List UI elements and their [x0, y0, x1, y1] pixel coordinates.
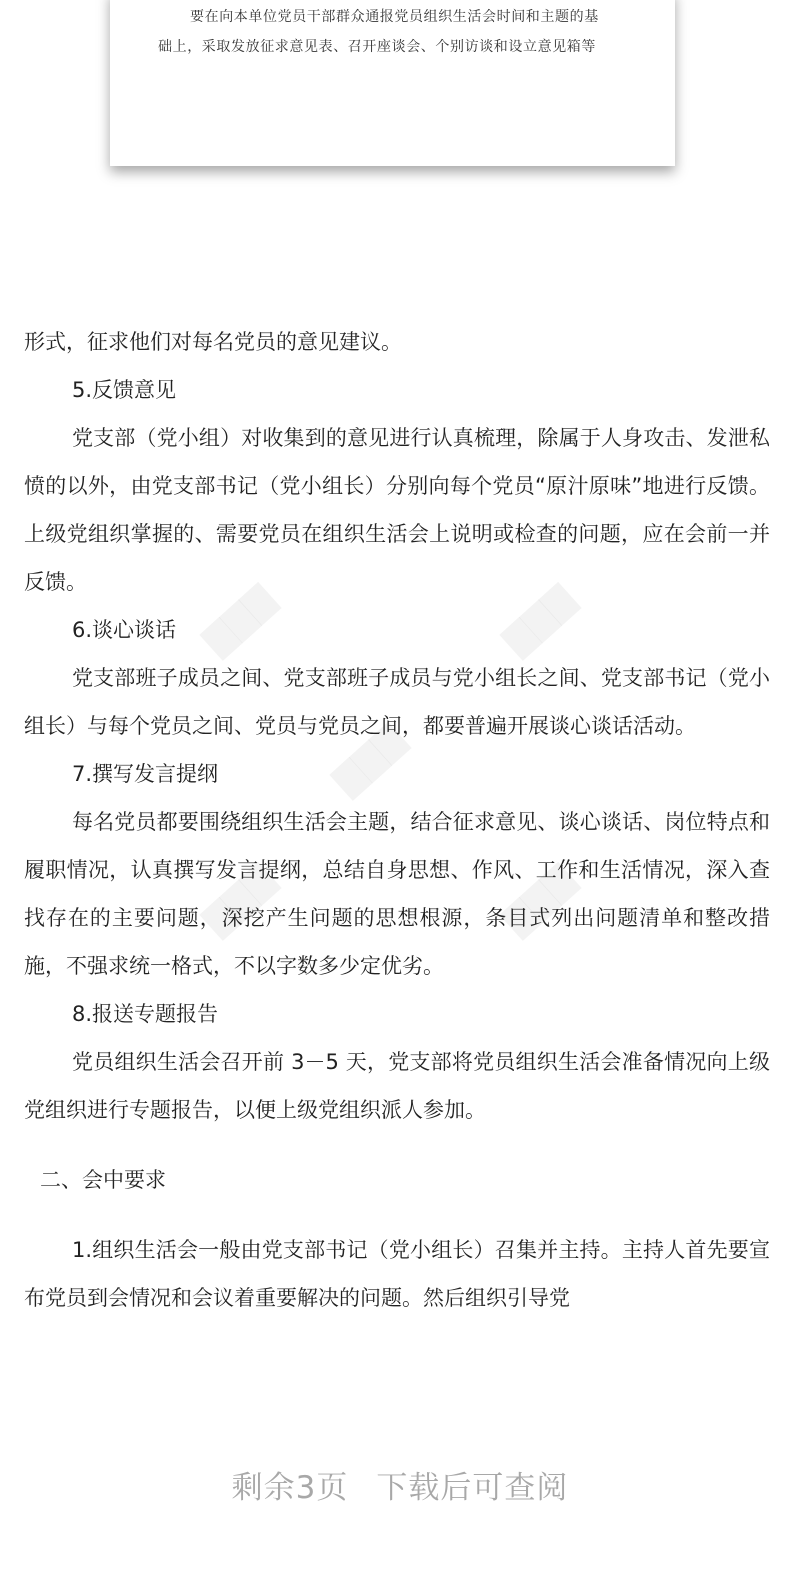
download-to-view-text: 下载后可查阅 [376, 1470, 569, 1506]
watermark: ▇▇▇ [196, 578, 282, 662]
preview-page-card [110, 0, 675, 166]
watermark: ▇▇▇ [196, 858, 282, 942]
section-title: 二、会中要求 [40, 1168, 166, 1192]
preview-line-2: 础上，采取发放征求意见表、召开座谈会、个别访谈和设立意见箱等 [158, 39, 596, 55]
download-prompt[interactable] [0, 1462, 800, 1507]
paragraph: 每名党员都要围绕组织生活会主题，结合征求意见、谈心谈话、岗位特点和履职情况，认真撰写发言提纲，总结自身思想、作风、工作和生活情况，深入查找存在的主要问题，深挖产生问题的思想根源，条目式列出问题清单和整改措施，不强求统一格式，不以字数多少定优劣。 [24, 810, 770, 978]
subheading: 8.报送专题报告 [72, 1002, 219, 1026]
subheading: 7.撰写发言提纲 [72, 762, 219, 786]
paragraph: 党支部班子成员之间、党支部班子成员与党小组长之间、党支部书记（党小组长）与每个党员之间、党员与党员之间，都要普遍开展谈心谈话活动。 [24, 666, 770, 738]
paragraph: 1.组织生活会一般由党支部书记（党小组长）召集并主持。主持人首先要宣布党员到会情况和会议着重要解决的问题。然后组织引导党 [24, 1238, 770, 1310]
watermark: ▇▇▇ [326, 718, 412, 802]
document-body [24, 318, 770, 1322]
subheading: 5.反馈意见 [72, 378, 177, 402]
paragraph: 党员组织生活会召开前 3－5 天，党支部将党员组织生活会准备情况向上级党组织进行专题报告，以便上级党组织派人参加。 [24, 1050, 770, 1122]
preview-line-1: 要在向本单位党员干部群众通报党员组织生活会时间和主题的基 [190, 9, 599, 25]
paragraph: 形式，征求他们对每名党员的意见建议。 [24, 330, 402, 354]
watermark: ▇▇▇ [496, 578, 582, 662]
remaining-pages-text: 剩余3页 [231, 1470, 349, 1506]
watermark: ▇▇▇ [496, 858, 582, 942]
subheading: 6.谈心谈话 [72, 618, 177, 642]
paragraph: 党支部（党小组）对收集到的意见进行认真梳理，除属于人身攻击、发泄私愤的以外，由党支部书记（党小组长）分别向每个党员“原汁原味”地进行反馈。上级党组织掌握的、需要党员在组织生活会上说明或检查的问题，应在会前一并反馈。 [24, 426, 770, 594]
